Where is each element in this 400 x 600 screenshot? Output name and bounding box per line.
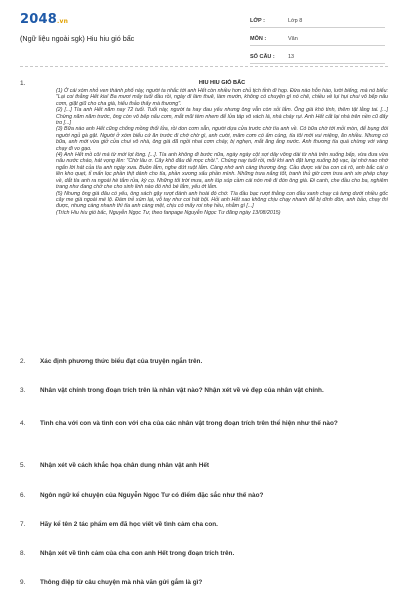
question-number: 1. <box>20 80 26 87</box>
meta-value: 13 <box>288 53 295 60</box>
page-header <box>0 0 400 62</box>
story-paragraph: (1) Ở cái xóm nhỏ ven thành phố này, người ta nhắc tới anh Hết còn nhiều hơn chủ tịch tỉnh đi họp. Đừa nào hỗn hào, lười biếng, mà nó biểu: "Lại coi thằng Hết kia! Ba mươi mấy tuổi đầu rồi, ngày đi làm thuê, làm mướn, không có chuyện gì nó chê, chiều về lụi hụi chui vô bếp nấu cơm, giặt giũ cho cha già, hiếu thảo thấy mà thương". <box>56 88 388 107</box>
question-text: Nhận xét về cách khắc họa chân dung nhân vật anh Hết <box>40 462 210 469</box>
question-9 <box>20 578 388 587</box>
question-2 <box>20 357 388 366</box>
question-number: 5. <box>20 462 26 469</box>
story-source: (Trích Hiu hiu gió bấc, Nguyễn Ngọc Tư, theo fanpage Nguyễn Ngọc Tư đăng ngày 13/08/2015) <box>56 209 281 216</box>
meta-label: LỚP : <box>250 17 265 24</box>
question-text: Thông điệp từ câu chuyện mà nhà văn gửi gắm là gì? <box>40 579 203 586</box>
meta-subject <box>250 32 385 46</box>
question-text: Tình cha với con và tình con với cha của các nhân vật trong đoạn trích trên thể hiện như thế nào? <box>40 420 338 427</box>
question-number: 9. <box>20 579 26 586</box>
question-number: 4. <box>20 420 26 427</box>
story-paragraph: (2) [...] Tía anh Hết năm nay 72 tuổi. Tuổi này, người ta hay đau yếu nhưng ông vẫn còn sỏi lắm. Ông già khó tính, thêm tật lằng tai. [...] Chừng năm năm trước, ông còn vô bếp nấu cơm, mắt mũi tèm nhem để lửa táp vô vách lá, nhà cháy rụi. Anh Hết cất lại nhà trên nền cũ đấy tro [...] <box>56 107 388 127</box>
question-number: 6. <box>20 492 26 499</box>
story-paragraph: (4) Anh Hết mồ côi má từ mới lọt lòng. [...]. Tía anh không đi bước nữa, ngày ngày cột sợi dây võng dài từ nhà trên xuống bếp, vừa đưa vừa nấu nước cháo, hát vọng lên: "Chờ lâu ơ. Cây khô đâu dễ mọc chồi.". Chúng nay tuổi rồi, mỗi khi anh đặt lưng xuống bộ vạc, lại nhớ nao nhớ ngẩn lời hát của tía anh ngày xưa. Buồn lắm, nghe đứt ruột lắm. Càng nhớ anh càng thương ông. Cầu được vài ba con cá rô, anh bắc cái o lên kho quẹt, tỉ mẩn lọc phần thịt dành cho tía, phần xương xấu phần mình. Những trưa nắng tốt, tranh thủ giờ cơm trưa anh xin phép chạy về, dắt tía anh ra ngoài hè tắm rửa, kỳ cọ. Những tối trời mưa, anh lúp xúp cầm cái nón mê đi đón ông già. Đi canh, che đầu cho ba, nghiêm trang như đang chở che cho sinh linh nào đó nhỏ bé lắm, yếu ớt lắm. <box>56 152 388 191</box>
question-number: 3. <box>20 387 26 394</box>
meta-value: Lớp 8 <box>288 17 303 24</box>
logo-tld: .vn <box>56 18 69 25</box>
story-paragraph: (5) Nhưng ông già đâu có yếu, ông xách gậy rượt đánh anh hoài đó chớ. Tía đầu bạc rượt thằng con đầu xanh chạy cà tưng dưới nhiều gốc cây me già ngoài mé lộ. Đám trẻ xúm lại, vỗ tay như coi hát bội. Hỏi anh Hết sao không chịu chạy nhanh để bị dính đòn, anh bảo, chạy thì được, nhưng càng nhanh thì tía anh càng mệt, chịu có mấy roi nhẹ hều, nhằm gì [...] <box>56 190 388 210</box>
question-5 <box>20 461 388 470</box>
document-title: (Ngữ liệu ngoài sgk) Hiu hiu gió bấc <box>20 34 135 43</box>
question-text: Nhân vật chính trong đoạn trích trên là nhân vật nào? Nhận xét về vẻ đẹp của nhân vật chính. <box>40 387 324 394</box>
story-passage <box>56 80 388 216</box>
question-number: 7. <box>20 521 26 528</box>
meta-question-count <box>250 50 385 64</box>
question-8 <box>20 549 388 558</box>
question-3 <box>20 386 388 395</box>
story-title: HIU HIU GIÓ BẤC <box>198 80 246 86</box>
meta-value: Văn <box>288 35 298 42</box>
story-paragraph: (3) Bữa nào anh Hết cũng chống mồng thổi lửa, rồi don cơm sẵn, người dựa cửa trước chờ tía anh về. Có bữa chờ tới mỏi mòn, để bụng đói người ngủ gà gật. Người ở xóm biểu cứ ăn trước đi chớ chờ gì, anh cười, mâm cơm có ấm cúng, tía tôi mới vui miệng, ăn nhiều. Nhưng có bữa, anh mới vừa giở cửa chui vô nhà, ông già đã ngồi nhai cơm cháy, bị nghẹn, mắt ăng ắng nước. Anh thương tía quá chừng với vàng chạy đi vo gạo. <box>56 126 388 152</box>
meta-label: MÔN : <box>250 35 267 42</box>
question-4 <box>20 419 388 428</box>
question-text: Xác định phương thức biểu đạt của truyện ngắn trên. <box>40 358 203 365</box>
question-number: 2. <box>20 358 26 365</box>
question-7 <box>20 520 388 529</box>
question-text: Hãy kể tên 2 tác phẩm em đã học viết về tình cảm cha con. <box>40 521 218 528</box>
document-meta <box>250 14 385 68</box>
meta-label: SỐ CÂU : <box>250 53 275 60</box>
question-number: 8. <box>20 550 26 557</box>
site-logo[interactable] <box>20 12 68 27</box>
question-text: Nhận xét về tình cảm của cha con anh Hết trong đoạn trích trên. <box>40 550 235 557</box>
header-divider <box>20 66 388 67</box>
meta-class <box>250 14 385 28</box>
question-6 <box>20 491 388 500</box>
logo-text: 2048 <box>20 12 57 27</box>
question-text: Ngôn ngữ kể chuyện của Nguyễn Ngọc Tư có điểm đặc sắc như thế nào? <box>40 492 264 499</box>
